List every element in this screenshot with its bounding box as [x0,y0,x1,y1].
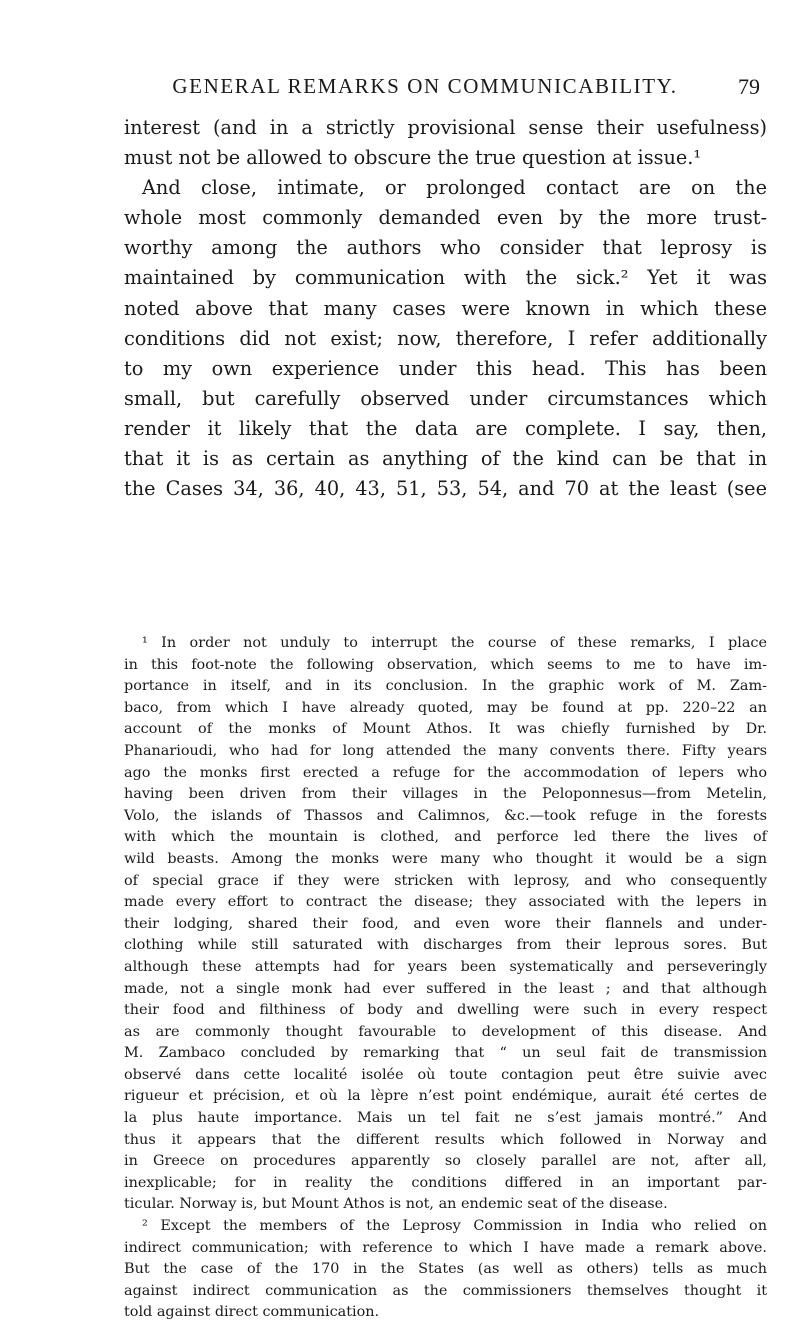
body-line: noted above that many cases were known in which these [124,296,767,320]
footnote-2 [124,1216,767,1324]
footnote-line: as are commonly thought favourable to development of this disease. And [124,1023,767,1040]
running-head [140,74,760,104]
footnote-line: But the case of the 170 in the States (as well as others) tells as much [124,1261,767,1278]
footnote-line: account of the monks of Mount Athos. It was chiefly furnished by Dr. [124,721,767,738]
footnote-line: against indirect communication as the commissioners themselves thought it [124,1282,767,1299]
body-line: must not be allowed to obscure the true question at issue.¹ [124,146,702,170]
footnote-line: ago the monks first erected a refuge for the accommodation of lepers who [124,764,767,781]
footnote-line: having been driven from their villages in the Peloponnesus—from Metelin, [124,786,767,803]
footnote-line: ² Except the members of the Leprosy Commission in India who relied on [142,1218,767,1235]
footnote-line: M. Zambaco concluded by remarking that “ un seul fait de transmission [124,1045,767,1062]
footnote-line: of special grace if they were stricken with leprosy, and who consequently [124,872,767,889]
footnote-line: made, not a single monk had ever suffered in the least ; and that although [124,980,767,997]
footnote-line: in this foot-note the following observation, which seems to me to have im- [124,656,767,673]
body-line: conditions did not exist; now, therefore, I refer additionally [124,326,767,350]
body-line: And close, intimate, or prolonged contact are on the [142,176,767,200]
footnote-line: clothing while still saturated with discharges from their leprous sores. But [124,937,767,954]
footnote-line: although these attempts had for years been systematically and perseveringly [124,958,767,975]
footnote-line: portance in itself, and in its conclusion. In the graphic work of M. Zam- [124,678,767,695]
body-line: whole most commonly demanded even by the more trust- [124,206,767,230]
body-line: to my own experience under this head. This has been [124,356,767,380]
footnote-line: with which the mountain is clothed, and perforce led there the lives of [124,829,767,846]
footnote-line: their lodging, shared their food, and even wore their flannels and under- [124,915,767,932]
footnote-line: Volo, the islands of Thassos and Calimnos, &c.—took refuge in the forests [124,807,767,824]
page-number: 79 [738,74,760,99]
body-paragraph [124,113,767,504]
footnote-line: la plus haute importance. Mais un tel fait ne s’est jamais montré.” And [124,1110,767,1127]
footnote-line: baco, from which I have already quoted, may be found at pp. 220–22 an [124,699,767,716]
body-line: worthy among the authors who consider that leprosy is [124,236,767,260]
footnote-1 [124,633,767,1216]
body-line: small, but carefully observed under circumstances which [124,386,767,410]
footnote-line: rigueur et précision, et où la lèpre n’est point endémique, aurait été certes de [124,1088,767,1105]
body-line: that it is as certain as anything of the kind can be that in [124,447,767,471]
body-line: maintained by communication with the sick.² Yet it was [124,266,767,290]
body-line: the Cases 34, 36, 40, 43, 51, 53, 54, and 70 at the least (see [124,477,767,501]
running-title: GENERAL REMARKS ON COMMUNICABILITY. [172,74,678,98]
footnote-line: inexplicable; for in reality the conditions differed in an important par- [124,1174,767,1191]
footnote-line: told against direct communication. [124,1304,380,1321]
body-line: render it likely that the data are complete. I say, then, [124,416,767,440]
footnote-line: observé dans cette localité isolée où toute contagion peut être suivie avec [124,1066,767,1083]
footnote-line: ticular. Norway is, but Mount Athos is not, an endemic seat of the disease. [124,1196,668,1213]
footnote-line: made every effort to contract the disease; they associated with the lepers in [124,894,767,911]
footnote-line: ¹ In order not unduly to interrupt the course of these remarks, I place [142,635,767,651]
footnote-line: in Greece on procedures apparently so closely parallel are not, after all, [124,1153,767,1170]
footnote-line: Phanarioudi, who had for long attended the many convents there. Fifty years [124,742,767,759]
footnote-line: thus it appears that the different results which followed in Norway and [124,1131,767,1148]
body-line: interest (and in a strictly provisional sense their usefulness) [124,116,767,139]
footnote-line: their food and filthiness of body and dwelling were such in every respect [124,1002,767,1019]
footnote-line: indirect communication; with reference to which I have made a remark above. [124,1239,767,1256]
footnote-line: wild beasts. Among the monks were many who thought it would be a sign [124,850,767,867]
footnotes [124,633,767,1324]
